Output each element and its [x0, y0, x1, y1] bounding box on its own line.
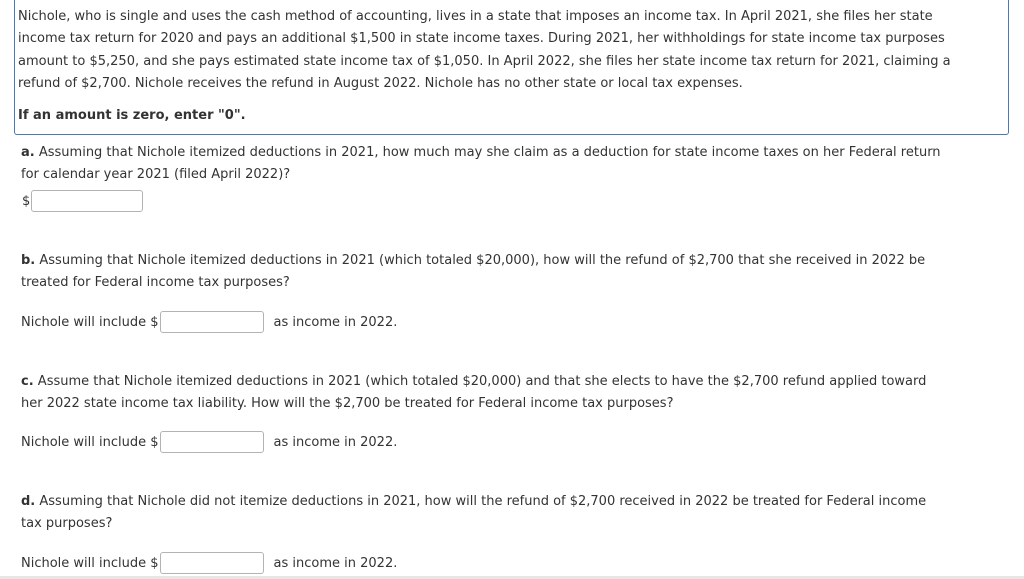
answer-c-input[interactable] [160, 431, 264, 453]
question-b [21, 250, 941, 295]
question-c-letter: c. [21, 374, 34, 389]
zero-amount-note: If an amount is zero, enter "0". [18, 108, 246, 123]
intro-paragraph: Nichole, who is single and uses the cash method of accounting, lives in a state that imposes an income tax. In April 2021, she files her state income tax return for 2020 and pays an additional $1,500 in state income taxes. During 2021, her withholdings for state income tax purposes amount to $5,250, and she pays estimated state income tax of $1,050. In April 2022, she files her state income tax return for 2021, claiming a refund of $2,700. Nichole receives the refund in August 2022. Nichole has no other state or local tax expenses. [18, 9, 951, 91]
answer-row-b [21, 310, 397, 334]
answer-b-input[interactable] [160, 311, 264, 333]
answer-c-suffix: as income in 2022. [273, 434, 398, 450]
question-d-text: Assuming that Nichole did not itemize deductions in 2021, how will the refund of $2,700 received in 2022 be treated for Federal income tax purposes? [21, 494, 927, 532]
answer-d-prefix: Nichole will include $ [21, 555, 159, 571]
question-b-letter: b. [21, 253, 36, 268]
question-c [21, 371, 941, 416]
answer-row-a [22, 189, 143, 213]
question-b-text: Assuming that Nichole itemized deductions in 2021 (which totaled $20,000), how will the refund of $2,700 that she received in 2022 be treated for Federal income tax purposes? [21, 253, 926, 291]
answer-row-c [21, 430, 397, 454]
question-a-text: Assuming that Nichole itemized deductions in 2021, how much may she claim as a deduction for state income taxes on her Federal return for calendar year 2021 (filed April 2022)? [21, 145, 941, 183]
answer-a-input[interactable] [31, 190, 143, 212]
answer-b-prefix: Nichole will include $ [21, 314, 159, 330]
answer-d-input[interactable] [160, 552, 264, 574]
question-d-letter: d. [21, 494, 36, 509]
answer-b-suffix: as income in 2022. [273, 314, 398, 330]
intro-box [14, 0, 1009, 135]
question-c-text: Assume that Nichole itemized deductions in 2021 (which totaled $20,000) and that she elects to have the $2,700 refund applied toward her 2022 state income tax liability. How will the $2,700 be treated for Federal income tax purposes? [21, 374, 927, 412]
answer-row-d [21, 551, 397, 575]
question-d [21, 491, 941, 536]
question-a-letter: a. [21, 145, 35, 160]
answer-c-prefix: Nichole will include $ [21, 434, 159, 450]
answer-a-currency: $ [22, 193, 31, 209]
question-a [21, 142, 941, 187]
answer-d-suffix: as income in 2022. [273, 555, 398, 571]
